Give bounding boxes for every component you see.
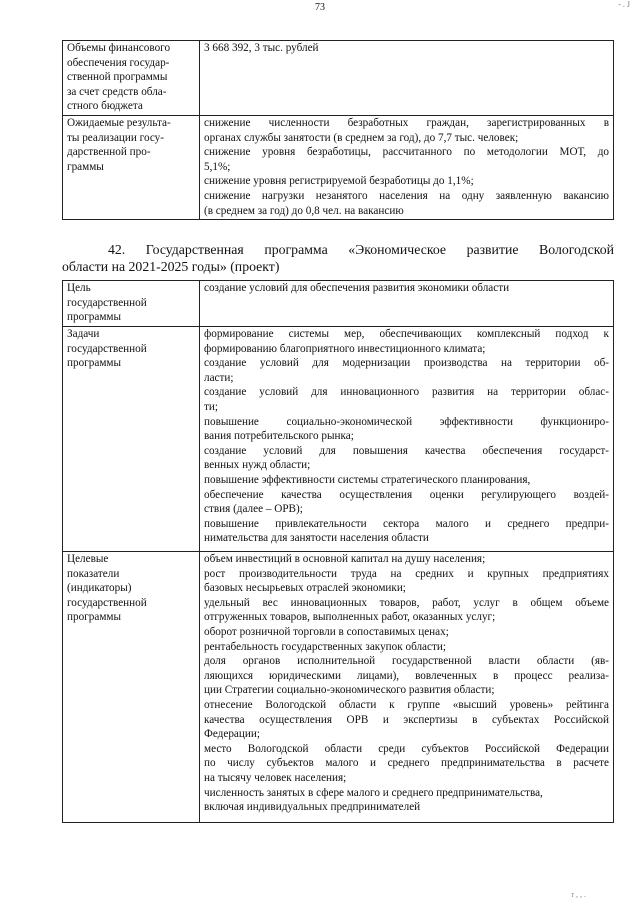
cell-line: создание условий для повышения качества обеспечения государст- (204, 444, 609, 457)
cell-line: формирование системы мер, обеспечивающих комплексный подход к (204, 328, 609, 340)
cell-line: оборот розничной торговли в сопоставимых ценах; (204, 625, 449, 638)
row-label (63, 327, 200, 552)
cell-line: ты реализации госу- (67, 131, 164, 144)
cell-line: дарственной про- (67, 146, 151, 159)
table-row (63, 116, 614, 220)
cell-line: объем инвестиций в основной капитал на душу населения; (204, 553, 486, 565)
cell-line: повышение социально-экономической эффективности функциониро- (204, 415, 609, 428)
cell-line: Целевые (67, 553, 109, 565)
cell-line: государственной (67, 296, 147, 309)
cell-line: ции Стратегии социально-экономического развития области; (204, 684, 495, 697)
cell-line: ти; (204, 400, 218, 413)
cell-line: повышение привлекательности сектора малого и среднего предпри- (204, 517, 609, 530)
cell-line: Ожидаемые результа- (67, 117, 171, 129)
cell-line: рост производительности труда на средних и крупных предприятиях (204, 567, 609, 580)
cell-line: 5,1%; (204, 160, 231, 173)
cell-line: 3 668 392, 3 тыс. рублей (204, 42, 319, 54)
row-label (63, 116, 200, 220)
table-row (63, 552, 614, 823)
financing-results-table (62, 40, 614, 220)
cell-line: отнесение Вологодской области к группе «высший уровень» рейтинга (204, 698, 609, 711)
cell-line: создание условий для инновационного развития на территории облас- (204, 386, 609, 399)
cell-line: включая индивидуальных предпринимателей (204, 801, 421, 814)
cell-line: место Вологодской области среди субъектов Российской Федерации (204, 742, 609, 755)
cell-line: программы (67, 311, 121, 324)
cell-line: по числу субъектов малого и среднего предпринимательства в расчете (204, 757, 609, 770)
cell-line: программы (67, 611, 121, 624)
cell-line: обеспечение качества осуществления оценки регулирующего воздей- (204, 488, 609, 501)
cell-line: формированию благоприятного инвестиционного климата; (204, 342, 486, 355)
cell-line: Объемы финансового (67, 42, 171, 54)
row-label (63, 41, 200, 116)
cell-line: Цель (67, 282, 91, 294)
heading-line-2: области на 2021-2025 годы» (проект) (62, 259, 280, 274)
cell-line: создание условий для обеспечения развития экономики области (204, 282, 510, 294)
table-row (63, 327, 614, 552)
cell-line: показатели (67, 567, 120, 580)
cell-line: вания потребительского рынка; (204, 430, 354, 443)
cell-line: снижение нагрузки незанятого населения на одну заявленную вакансию (204, 189, 609, 202)
cell-line: ствия (далее – ОРВ); (204, 503, 303, 516)
cell-line: государственной (67, 342, 147, 355)
cell-line: на тысячу человек населения; (204, 771, 347, 784)
cell-line: (индикаторы) (67, 582, 132, 595)
corner-mark: - . J (618, 0, 630, 9)
cell-line: органах службы занятости (в среднем за год), до 7,7 тыс. человек; (204, 131, 519, 144)
row-content (200, 281, 614, 327)
cell-line: программы (67, 357, 121, 370)
cell-line: снижение численности безработных граждан, зарегистрированных в (204, 117, 609, 129)
cell-line: обеспечения государ- (67, 56, 170, 69)
cell-line: создание условий для модернизации производства на территории об- (204, 357, 609, 370)
cell-line: Задачи (67, 328, 100, 340)
program-heading (62, 241, 614, 275)
program-passport-table (62, 280, 614, 823)
bottom-mark: r , , . (571, 890, 586, 899)
cell-line: (в среднем за год) до 0,8 чел. на вакансию (204, 204, 404, 217)
row-label (63, 552, 200, 823)
table-row (63, 41, 614, 116)
cell-line: граммы (67, 160, 104, 173)
page-number: 73 (315, 2, 325, 13)
cell-line: базовых несырьевых отраслей экономики; (204, 582, 406, 595)
cell-line: венных нужд области; (204, 459, 311, 472)
row-label (63, 281, 200, 327)
cell-line: снижение уровня безработицы, рассчитанного по методологии МОТ, до (204, 146, 609, 159)
cell-line: снижение уровня регистрируемой безработицы до 1,1%; (204, 175, 474, 188)
cell-line: численность занятых в сфере малого и среднего предпринимательства, (204, 786, 543, 799)
cell-line: стного бюджета (67, 100, 143, 113)
cell-line: ляющихся юридическими лицами), вовлеченных в процесс реализа- (204, 669, 609, 682)
row-content (200, 116, 614, 220)
cell-line: удельный вес инновационных товаров, работ, услуг в общем объеме (204, 596, 609, 609)
table-row (63, 281, 614, 327)
cell-line: ственной программы (67, 71, 168, 84)
heading-line-1: 42. Государственная программа «Экономическое развитие Вологодской (108, 242, 614, 257)
cell-line: за счет средств обла- (67, 85, 167, 98)
cell-line: Федерации; (204, 728, 260, 741)
cell-line: доля органов исполнительной государственной власти области (яв- (204, 655, 609, 668)
cell-line: нимательства для занятости населения области (204, 532, 429, 545)
cell-line: отгруженных товаров, выполненных работ, оказанных услуг; (204, 611, 496, 624)
cell-line: рентабельность государственных закупок области; (204, 640, 446, 653)
row-content (200, 41, 614, 116)
row-content (200, 552, 614, 823)
cell-line: ласти; (204, 371, 234, 384)
cell-line: качества осуществления ОРВ и экспертизы в субъектах Российской (204, 713, 609, 726)
cell-line: государственной (67, 596, 147, 609)
cell-line: повышение эффективности системы стратегического планирования, (204, 473, 531, 486)
row-content (200, 327, 614, 552)
